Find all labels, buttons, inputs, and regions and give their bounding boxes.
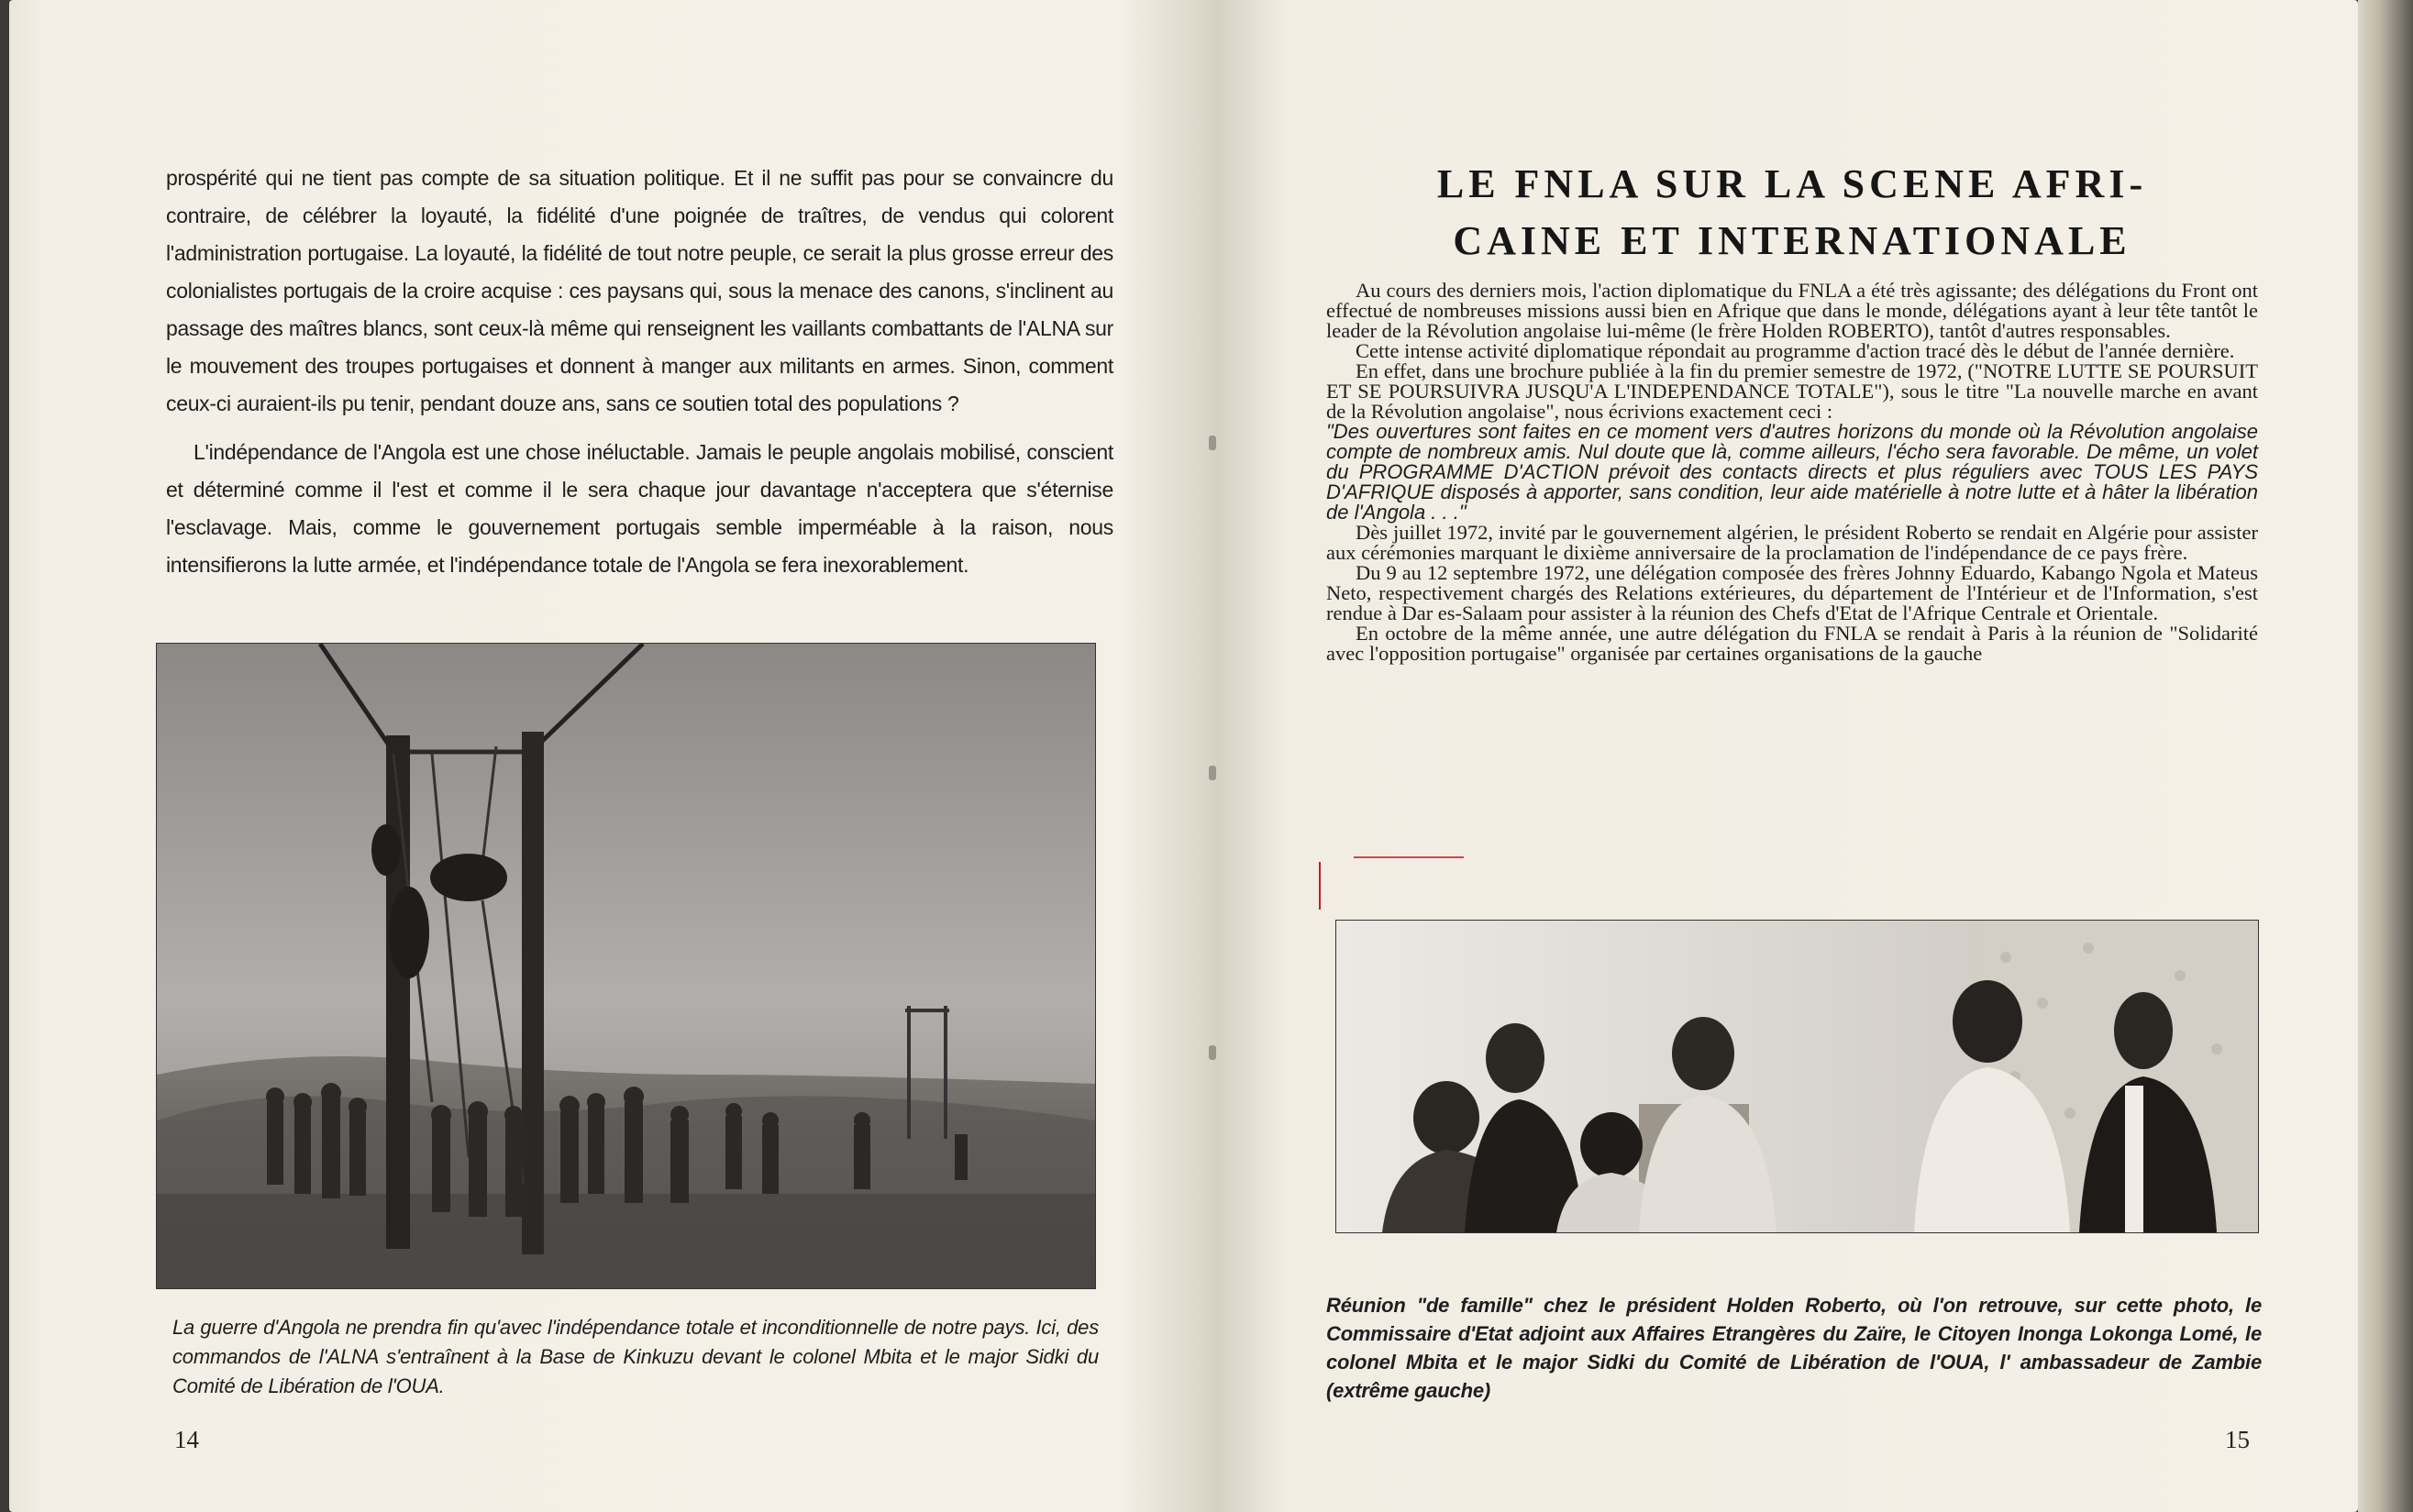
left-paragraph-2: L'indépendance de l'Angola est une chose inéluctable. Jamais le peuple angolais mobilisé, conscient et déterminé comme il l'est et comme il le sera chaque jour davantage n'acceptera que s'éternise l'esclavage. Mais, comme le gouvernement portugais semble imperméable à la raison, nous intensifierons la lutte armée, et l'indépendance totale de l'Angola se fera inexorablement. (166, 440, 1113, 577)
headline-line-1: LE FNLA SUR LA SCENE AFRI- (1436, 161, 2148, 206)
left-page (9, 0, 1216, 1512)
left-paragraph-1: prospérité qui ne tient pas compte de sa situation politique. Et il ne suffit pas pour se convaincre du contraire, de célébrer la loyauté, la fidélité d'une poignée de traîtres, de vendus qui colorent l'administration portugaise. La loyauté, la fidélité de tout notre peuple, ce serait la plus grosse erreur des colonialistes portugais de la croire acquise : ces paysans qui, sous la menace des canons, s'inclinent au passage des maîtres blancs, sont ceux-là même qui renseignent les vaillants combattants de l'ALNA sur le mouvement des troupes portugaises et donnent à manger aux militants en armes. Sinon, comment ceux-ci auraient-ils pu tenir, pendant douze ans, sans ce soutien total des populations ? (166, 166, 1113, 415)
left-body-text (166, 160, 1113, 584)
left-photo-caption: La guerre d'Angola ne prendra fin qu'avec l'indépendance totale et inconditionnelle de notre pays. Ici, des commandos de l'ALNA s'entraînent à la Base de Kinkuzu devant le colonel Mbita et le major Sidki du Comité de Libération de l'OUA. (172, 1316, 1099, 1397)
program-quote: "Des ouvertures sont faites en ce moment vers d'autres horizons du monde où la Révolution angolaise compte de nombreux amis. Nul doute que là, comme ailleurs, l'écho sera favorable. De même, un volet du PROGRAMME D'ACTION prévoit des contacts directs et plus réguliers avec TOUS LES PAYS D'AFRIQUE disposés à apporter, sans condition, leur aide matérielle à notre lutte et à hâter la libération de l'Angola . . ." (1326, 420, 2258, 524)
right-page (1216, 0, 2358, 1512)
right-paragraph-6: En octobre de la même année, une autre délégation du FNLA se rendait à Paris à la réunion de "Solidarité avec l'opposition portugaise" organisée par certaines organisations de la gauche (1326, 622, 2258, 665)
meeting-illustration (1336, 921, 2258, 1232)
binding-staple (1209, 766, 1216, 780)
training-photo (156, 643, 1096, 1289)
article-headline (1326, 156, 2258, 270)
right-paragraph-5: Du 9 au 12 septembre 1972, une délégation composée des frères Johnny Eduardo, Kabango Ngola et Mateus Neto, respectivement chargés des Relations extérieures, du département de l'Intérieur et de l'Information, s'est rendue à Dar es-Salaam pour assister à la réunion des Chefs d'Etat de l'Afrique Centrale et Orientale. (1326, 561, 2258, 624)
red-margin-mark (1319, 862, 1332, 910)
red-underline-mark (1354, 856, 1464, 858)
page-number-left: 14 (174, 1426, 199, 1453)
right-body-text (1326, 281, 2258, 664)
family-meeting-photo (1335, 920, 2259, 1233)
right-paragraph-1: Au cours des derniers mois, l'action diplomatique du FNLA a été très agissante; des délégations du Front ont effectué de nombreuses missions aussi bien en Afrique que dans le monde, délégations ayant à leur tête tantôt le leader de la Révolution angolaise lui-même (le frère Holden ROBERTO), tantôt d'autres responsables. (1326, 279, 2258, 342)
right-paragraph-2: Cette intense activité diplomatique répondait au programme d'action tracé dès le début de l'année dernière. (1356, 339, 2235, 362)
right-paragraph-3: En effet, dans une brochure publiée à la fin du premier semestre de 1972, ("NOTRE LUTTE SE POURSUIT ET SE POURSUIVRA JUSQU'A L'INDEPENDANCE TOTALE"), sous le titre "La nouvelle marche en avant de la Révolution angolaise", nous écrivions exactement ceci : (1326, 359, 2258, 423)
binding-staple (1209, 436, 1216, 450)
binding-staple (1209, 1045, 1216, 1060)
page-edge-shadow (2358, 0, 2413, 1512)
right-paragraph-4: Dès juillet 1972, invité par le gouvernement algérien, le président Roberto se rendait en Algérie pour assister aux cérémonies marquant le dixième anniversaire de la proclamation de l'indépendance de ce pays frère. (1326, 521, 2258, 564)
right-photo-caption: Réunion "de famille" chez le président Holden Roberto, où l'on retrouve, sur cette photo, le Commissaire d'Etat adjoint aux Affaires Etrangères du Zaïre, le Citoyen Inonga Lokonga Lomé, le colonel Mbita et le major Sidki du Comité de Libération de l'OUA, l' ambassadeur de Zambie (extrême gauche) (1326, 1294, 2262, 1402)
headline-line-2: CAINE ET INTERNATIONALE (1453, 218, 2131, 263)
page-number-right: 15 (2225, 1426, 2250, 1453)
commando-training-illustration (157, 644, 1095, 1288)
